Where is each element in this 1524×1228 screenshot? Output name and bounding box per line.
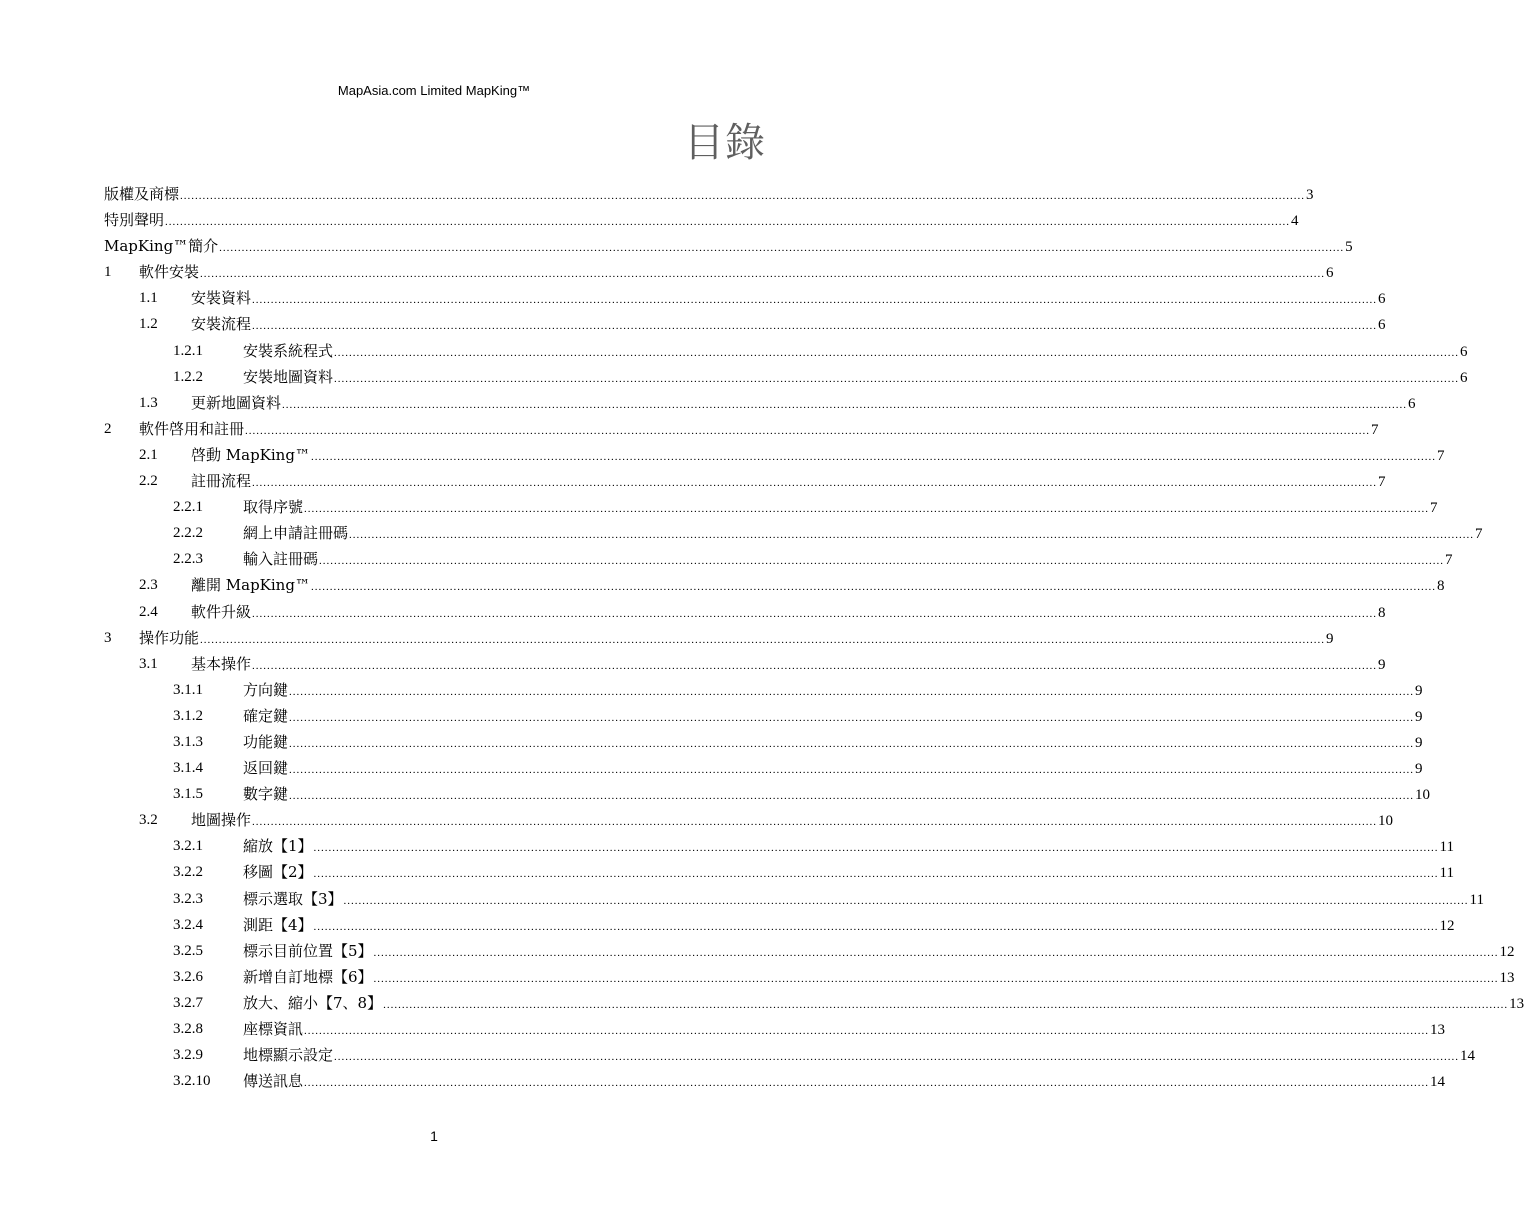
toc-entry-number: 1.2 — [139, 316, 158, 333]
toc-entry-title: 操作功能 — [139, 628, 200, 647]
toc-entry-number: 3.1.2 — [173, 707, 203, 724]
toc-entry-title: 軟件安裝 — [139, 263, 200, 282]
toc-dot-leader: ............................................................................................................................................................................................................................................................................................................ — [252, 294, 1378, 307]
toc-entry[interactable] — [0, 781, 1431, 807]
table-of-contents — [0, 181, 1524, 1094]
toc-entry-title: 座標資訊 — [243, 1020, 304, 1038]
toc-dot-leader: ............................................................................................................................................................................................................................................................................................................ — [373, 946, 1499, 959]
toc-entry-number: 2.2.3 — [173, 551, 203, 568]
toc-entry-page: 11 — [1469, 891, 1484, 908]
toc-entry-line — [243, 338, 1468, 366]
toc-entry-title: 安裝資料 — [191, 289, 252, 308]
toc-entry-title: 移圖【2】 — [243, 863, 313, 882]
toc-dot-leader: ............................................................................................................................................................................................................................................................................................................ — [313, 842, 1439, 855]
toc-dot-leader: ............................................................................................................................................................................................................................................................................................................ — [383, 998, 1509, 1011]
toc-entry-line — [104, 181, 1314, 209]
toc-entry-line — [243, 1068, 1446, 1096]
toc-entry-title: 傳送訊息 — [243, 1072, 304, 1091]
toc-entry-title: 基本操作 — [191, 654, 252, 673]
toc-entry[interactable] — [0, 364, 1468, 390]
toc-entry-number: 3.2.4 — [173, 916, 203, 933]
toc-entry[interactable] — [0, 755, 1423, 781]
toc-entry-number: 3.2.10 — [173, 1073, 211, 1090]
toc-entry-title: 安裝地圖資料 — [243, 367, 334, 386]
toc-entry-line — [243, 729, 1423, 757]
toc-entry-title: 確定鍵 — [243, 706, 289, 725]
toc-entry-title: 標示選取【3】 — [243, 889, 343, 908]
toc-entry-number: 3.2.6 — [173, 968, 203, 985]
page-title: 目錄 — [684, 120, 766, 166]
toc-entry[interactable] — [0, 546, 1453, 572]
toc-dot-leader: ............................................................................................................................................................................................................................................................................................................ — [310, 450, 1436, 463]
toc-dot-leader: ............................................................................................................................................................................................................................................................................................................ — [165, 216, 1291, 229]
toc-entry-number: 1 — [104, 264, 112, 281]
toc-entry-number: 3 — [104, 629, 112, 646]
toc-entry-number: 2.2 — [139, 473, 158, 490]
toc-entry[interactable] — [0, 390, 1416, 416]
toc-dot-leader: ............................................................................................................................................................................................................................................................................................................ — [343, 894, 1469, 907]
toc-entry-title: 安裝流程 — [191, 315, 252, 334]
toc-entry-line — [243, 494, 1438, 522]
toc-entry[interactable] — [0, 442, 1445, 468]
toc-entry[interactable] — [0, 468, 1386, 494]
toc-entry-number: 2.1 — [139, 446, 158, 463]
toc-entry-line — [191, 285, 1386, 313]
toc-entry-title: 放大、縮小【7、8】 — [243, 993, 383, 1012]
toc-entry-line — [104, 233, 1353, 261]
toc-dot-leader: ............................................................................................................................................................................................................................................................................................................ — [200, 633, 1326, 646]
toc-entry-page: 5 — [1345, 239, 1353, 256]
toc-dot-leader: ............................................................................................................................................................................................................................................................................................................ — [245, 424, 1371, 437]
toc-entry-line — [191, 442, 1445, 470]
toc-entry-line — [139, 416, 1379, 444]
toc-entry-line — [104, 207, 1299, 235]
toc-entry-number: 3.1.4 — [173, 760, 203, 777]
toc-dot-leader: ............................................................................................................................................................................................................................................................................................................ — [252, 816, 1378, 829]
toc-dot-leader: ............................................................................................................................................................................................................................................................................................................ — [304, 1025, 1430, 1037]
toc-entry-line — [243, 938, 1515, 966]
toc-entry-line — [243, 859, 1454, 887]
toc-entry-page: 12 — [1439, 917, 1455, 934]
toc-entry-line — [139, 625, 1334, 653]
toc-dot-leader: ............................................................................................................................................................................................................................................................................................................ — [289, 764, 1415, 777]
toc-entry-page: 9 — [1415, 682, 1423, 699]
toc-entry[interactable] — [0, 1068, 1446, 1094]
toc-entry-title: 縮放【1】 — [243, 837, 313, 856]
toc-entry-page: 3 — [1306, 187, 1314, 203]
toc-entry-title: 標示目前位置【5】 — [243, 941, 373, 960]
toc-entry-page: 6 — [1408, 395, 1416, 412]
toc-entry-page: 6 — [1378, 317, 1386, 334]
toc-entry-page: 14 — [1460, 1048, 1476, 1065]
toc-entry-title: 功能鍵 — [243, 732, 289, 751]
toc-entry-line — [191, 599, 1386, 627]
toc-entry-title: 離開 MapKing™ — [191, 576, 310, 595]
toc-entry-page: 9 — [1415, 734, 1423, 751]
toc-dot-leader: ............................................................................................................................................................................................................................................................................................................ — [289, 685, 1415, 698]
toc-entry[interactable] — [0, 494, 1438, 520]
toc-entry-page: 9 — [1378, 656, 1386, 673]
toc-entry-title: 地標顯示設定 — [243, 1046, 334, 1065]
toc-entry-title: 更新地圖資料 — [191, 393, 282, 412]
toc-entry-line — [191, 311, 1386, 339]
toc-entry[interactable] — [0, 625, 1334, 651]
toc-entry[interactable] — [0, 1042, 1476, 1068]
toc-entry-line — [191, 572, 1445, 600]
toc-entry-title: 方向鍵 — [243, 680, 289, 699]
toc-entry-line — [191, 390, 1416, 418]
toc-entry-line — [243, 964, 1515, 992]
toc-entry-page: 14 — [1430, 1074, 1446, 1091]
toc-entry[interactable] — [0, 1016, 1446, 1042]
toc-entry[interactable] — [0, 416, 1379, 442]
toc-entry-title: 地圖操作 — [191, 811, 252, 830]
toc-dot-leader: ............................................................................................................................................................................................................................................................................................................ — [289, 711, 1415, 724]
toc-dot-leader: ............................................................................................................................................................................................................................................................................................................ — [252, 659, 1378, 672]
toc-entry-page: 7 — [1371, 421, 1379, 438]
toc-entry-title: 安裝系統程式 — [243, 341, 334, 360]
toc-entry-page: 9 — [1415, 761, 1423, 778]
toc-entry-page: 10 — [1378, 813, 1394, 830]
toc-entry-page: 11 — [1439, 839, 1454, 856]
toc-entry-number: 3.2.9 — [173, 1047, 203, 1064]
toc-dot-leader: ............................................................................................................................................................................................................................................................................................................ — [334, 1051, 1460, 1064]
toc-dot-leader: ............................................................................................................................................................................................................................................................................................................ — [200, 268, 1326, 281]
toc-entry-number: 3.2.2 — [173, 864, 203, 881]
toc-entry[interactable] — [0, 859, 1454, 885]
toc-entry[interactable] — [0, 703, 1423, 729]
toc-entry[interactable] — [0, 964, 1515, 990]
toc-entry-number: 3.2.1 — [173, 838, 203, 855]
toc-entry-number: 3.2.3 — [173, 890, 203, 907]
toc-entry-line — [191, 468, 1386, 496]
toc-entry-page: 7 — [1430, 500, 1438, 517]
toc-entry-title: 版權及商標 — [104, 185, 180, 203]
toc-entry-number: 2 — [104, 420, 112, 437]
toc-entry-page: 6 — [1326, 265, 1334, 282]
toc-entry-line — [139, 259, 1334, 287]
toc-dot-leader: ............................................................................................................................................................................................................................................................................................................ — [304, 503, 1430, 516]
toc-entry-page: 8 — [1436, 578, 1445, 595]
toc-entry-number: 2.2.2 — [173, 525, 203, 542]
toc-entry[interactable] — [0, 338, 1468, 364]
toc-entry[interactable] — [0, 833, 1454, 859]
toc-entry-line — [243, 677, 1423, 705]
toc-entry-number: 3.2 — [139, 812, 158, 829]
toc-dot-leader: ............................................................................................................................................................................................................................................................................................................ — [310, 581, 1436, 594]
toc-entry-page: 8 — [1378, 604, 1386, 621]
toc-entry-page: 6 — [1378, 291, 1386, 308]
toc-entry-line — [191, 807, 1394, 835]
toc-entry[interactable] — [0, 259, 1334, 285]
toc-entry-number: 3.1 — [139, 655, 158, 672]
toc-dot-leader: ............................................................................................................................................................................................................................................................................................................ — [289, 737, 1415, 750]
toc-entry-title: 新增自訂地標【6】 — [243, 967, 373, 986]
toc-entry-line — [243, 546, 1453, 574]
toc-entry-line — [191, 651, 1386, 679]
toc-entry-title: 數字鍵 — [243, 785, 289, 804]
toc-entry[interactable] — [0, 572, 1445, 598]
toc-entry-line — [243, 912, 1455, 940]
toc-entry[interactable] — [0, 311, 1386, 337]
toc-entry-number: 2.3 — [139, 577, 158, 594]
toc-entry-page: 9 — [1415, 708, 1423, 725]
toc-entry[interactable] — [0, 520, 1483, 546]
toc-entry-page: 9 — [1326, 630, 1334, 647]
toc-entry-title: 網上申請註冊碼 — [243, 524, 349, 543]
toc-entry-number: 1.1 — [139, 290, 158, 307]
toc-entry-title: 軟件啓用和註冊 — [139, 419, 245, 438]
toc-entry-number: 3.2.8 — [173, 1021, 203, 1037]
toc-dot-leader: ............................................................................................................................................................................................................................................................................................................ — [334, 346, 1460, 359]
toc-entry[interactable] — [0, 677, 1423, 703]
toc-entry-page: 13 — [1509, 995, 1524, 1012]
toc-entry-title: 輸入註冊碼 — [243, 550, 319, 569]
toc-entry-number: 3.1.5 — [173, 786, 203, 803]
toc-entry-line — [243, 364, 1468, 392]
toc-dot-leader: ............................................................................................................................................................................................................................................................................................................ — [252, 607, 1378, 620]
page-number: 1 — [430, 1128, 438, 1144]
toc-entry-line — [243, 1042, 1476, 1070]
toc-entry[interactable] — [0, 181, 1314, 207]
toc-entry-page: 10 — [1415, 787, 1431, 804]
toc-dot-leader: ............................................................................................................................................................................................................................................................................................................ — [334, 372, 1460, 385]
toc-dot-leader: ............................................................................................................................................................................................................................................................................................................ — [282, 398, 1408, 411]
toc-entry[interactable] — [0, 990, 1524, 1016]
toc-dot-leader: ............................................................................................................................................................................................................................................................................................................ — [289, 790, 1415, 803]
toc-entry-title: 返回鍵 — [243, 759, 289, 778]
toc-entry-page: 6 — [1460, 343, 1468, 360]
toc-entry-line — [243, 990, 1524, 1018]
toc-entry[interactable] — [0, 729, 1423, 755]
toc-entry-number: 1.2.1 — [173, 342, 203, 359]
toc-entry[interactable] — [0, 886, 1484, 912]
toc-entry-page: 7 — [1378, 474, 1386, 491]
toc-entry-page: 12 — [1499, 943, 1515, 960]
toc-dot-leader: ............................................................................................................................................................................................................................................................................................................ — [304, 1077, 1430, 1090]
toc-entry-page: 13 — [1430, 1022, 1446, 1038]
toc-entry[interactable] — [0, 285, 1386, 311]
toc-dot-leader: ............................................................................................................................................................................................................................................................................................................ — [252, 477, 1378, 490]
toc-entry-line — [243, 886, 1484, 914]
toc-entry-number: 2.4 — [139, 603, 158, 620]
toc-entry-number: 3.1.3 — [173, 733, 203, 750]
toc-entry-page: 11 — [1439, 865, 1454, 882]
toc-entry-number: 3.1.1 — [173, 681, 203, 698]
toc-entry[interactable] — [0, 938, 1515, 964]
page-header: MapAsia.com Limited MapKing™ — [337, 83, 531, 98]
toc-entry-line — [243, 703, 1423, 731]
toc-entry-title: 測距【4】 — [243, 915, 313, 934]
toc-entry-number: 1.3 — [139, 394, 158, 411]
toc-entry-page: 7 — [1475, 526, 1483, 543]
toc-entry-line — [243, 755, 1423, 783]
toc-entry[interactable] — [0, 233, 1353, 259]
toc-entry-title: 軟件升級 — [191, 602, 252, 621]
toc-dot-leader: ............................................................................................................................................................................................................................................................................................................ — [373, 972, 1499, 985]
toc-entry-line — [243, 781, 1431, 809]
toc-dot-leader: ............................................................................................................................................................................................................................................................................................................ — [319, 555, 1445, 568]
toc-entry-number: 2.2.1 — [173, 499, 203, 516]
toc-dot-leader: ............................................................................................................................................................................................................................................................................................................ — [313, 868, 1439, 881]
toc-entry-line — [243, 1016, 1446, 1044]
toc-entry-number: 3.2.7 — [173, 994, 203, 1011]
toc-dot-leader: ............................................................................................................................................................................................................................................................................................................ — [252, 320, 1378, 333]
toc-dot-leader: ............................................................................................................................................................................................................................................................................................................ — [219, 242, 1345, 255]
toc-entry-page: 7 — [1436, 447, 1445, 464]
toc-entry-page: 7 — [1445, 552, 1453, 569]
toc-entry-title: 註冊流程 — [191, 472, 252, 491]
toc-entry-title: 特別聲明 — [104, 211, 165, 230]
toc-entry-page: 13 — [1499, 969, 1515, 986]
toc-entry-line — [243, 520, 1483, 548]
toc-entry-number: 3.2.5 — [173, 942, 203, 959]
toc-entry[interactable] — [0, 599, 1386, 625]
toc-entry-title: 取得序號 — [243, 498, 304, 517]
toc-entry-line — [243, 833, 1454, 861]
toc-entry-number: 1.2.2 — [173, 368, 203, 385]
toc-dot-leader: ............................................................................................................................................................................................................................................................................................................ — [349, 529, 1475, 542]
toc-entry-page: 6 — [1460, 369, 1468, 386]
toc-entry-title: MapKing™簡介 — [104, 237, 219, 256]
toc-entry[interactable] — [0, 651, 1386, 677]
toc-entry[interactable] — [0, 807, 1394, 833]
toc-entry-page: 4 — [1291, 213, 1299, 230]
toc-dot-leader: ............................................................................................................................................................................................................................................................................................................ — [180, 190, 1306, 202]
toc-entry[interactable] — [0, 912, 1455, 938]
toc-dot-leader: ............................................................................................................................................................................................................................................................................................................ — [313, 920, 1439, 933]
toc-entry[interactable] — [0, 207, 1299, 233]
toc-entry-title: 啓動 MapKing™ — [191, 445, 310, 464]
